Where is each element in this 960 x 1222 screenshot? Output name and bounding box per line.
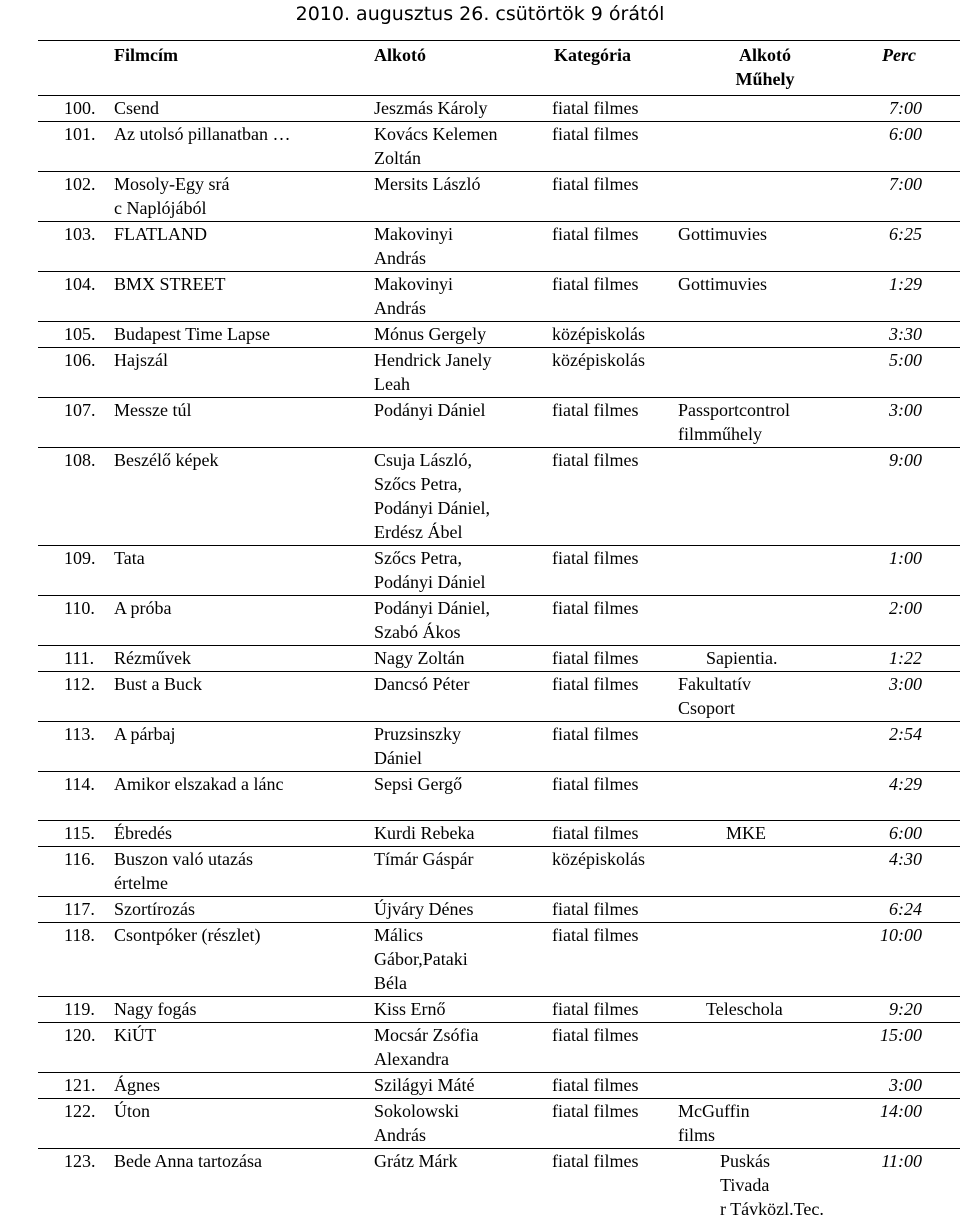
cell-duration: 4:29 — [889, 774, 922, 794]
cell-duration: 14:00 — [880, 1101, 922, 1121]
cell-duration: 15:00 — [880, 1025, 922, 1045]
table-body — [38, 95, 960, 1222]
cell-num: 120. — [64, 1025, 96, 1045]
table-row — [38, 95, 960, 121]
cell-title: Bede Anna tartozása — [114, 1151, 262, 1171]
cell-workshop: Gottimuvies — [678, 224, 767, 244]
cell-num: 119. — [64, 999, 95, 1019]
cell-num: 109. — [64, 548, 96, 568]
table-row — [38, 820, 960, 846]
cell-category: középiskolás — [552, 324, 645, 344]
table-row — [38, 1022, 960, 1072]
cell-author: Szőcs Petra, Podányi Dániel — [374, 548, 486, 592]
cell-category: középiskolás — [552, 350, 645, 370]
cell-workshop: Sapientia. — [706, 648, 778, 668]
cell-author: Sokolowski András — [374, 1101, 460, 1145]
cell-duration: 3:00 — [889, 400, 922, 420]
cell-num: 115. — [64, 823, 95, 843]
cell-category: fiatal filmes — [552, 548, 639, 568]
table-row — [38, 846, 960, 896]
table-row — [38, 171, 960, 221]
cell-author: Újváry Dénes — [374, 899, 474, 919]
cell-author: Grátz Márk — [374, 1151, 458, 1171]
header-author: Alkotó — [374, 45, 427, 65]
cell-workshop: Gottimuvies — [678, 274, 767, 294]
cell-num: 106. — [64, 350, 96, 370]
table-row — [38, 595, 960, 645]
cell-num: 102. — [64, 174, 96, 194]
table-row — [38, 721, 960, 771]
cell-duration: 7:00 — [889, 174, 922, 194]
cell-title: Beszélő képek — [114, 450, 219, 470]
cell-category: fiatal filmes — [552, 925, 639, 945]
header-title: Filmcím — [114, 45, 178, 65]
table-row — [38, 671, 960, 721]
table-row — [38, 771, 960, 820]
cell-title: BMX STREET — [114, 274, 226, 294]
cell-num: 116. — [64, 849, 95, 869]
cell-workshop: McGuffin films — [678, 1101, 750, 1145]
cell-author: Mersits László — [374, 174, 481, 194]
cell-category: fiatal filmes — [552, 598, 639, 618]
cell-category: fiatal filmes — [552, 124, 639, 144]
header-duration: Perc — [882, 45, 916, 65]
cell-category: fiatal filmes — [552, 774, 639, 794]
cell-category: középiskolás — [552, 849, 645, 869]
cell-duration: 6:00 — [889, 823, 922, 843]
table-row — [38, 545, 960, 595]
cell-workshop: Puskás Tivada r Távközl.Tec. — [720, 1151, 824, 1219]
cell-author: Kiss Ernő — [374, 999, 446, 1019]
cell-num: 110. — [64, 598, 95, 618]
cell-title: Buszon való utazás értelme — [114, 849, 253, 893]
cell-num: 105. — [64, 324, 96, 344]
cell-title: Bust a Buck — [114, 674, 202, 694]
cell-duration: 10:00 — [880, 925, 922, 945]
cell-title: A próba — [114, 598, 172, 618]
cell-title: Csontpóker (részlet) — [114, 925, 261, 945]
cell-author: Podányi Dániel — [374, 400, 486, 420]
cell-title: Szortírozás — [114, 899, 195, 919]
table-row — [38, 221, 960, 271]
cell-duration: 11:00 — [881, 1151, 922, 1171]
cell-author: Kovács Kelemen Zoltán — [374, 124, 498, 168]
table-row — [38, 1148, 960, 1222]
cell-num: 113. — [64, 724, 95, 744]
cell-duration: 1:29 — [889, 274, 922, 294]
cell-num: 104. — [64, 274, 96, 294]
cell-duration: 6:24 — [889, 899, 922, 919]
cell-author: Málics Gábor,Pataki Béla — [374, 925, 468, 993]
cell-author: Nagy Zoltán — [374, 648, 465, 668]
cell-title: Úton — [114, 1101, 150, 1121]
cell-title: Rézművek — [114, 648, 191, 668]
cell-category: fiatal filmes — [552, 724, 639, 744]
cell-num: 114. — [64, 774, 95, 794]
cell-title: Az utolsó pillanatban … — [114, 124, 291, 144]
cell-duration: 3:00 — [889, 674, 922, 694]
cell-workshop: Teleschola — [706, 999, 783, 1019]
cell-title: Messze túl — [114, 400, 192, 420]
cell-duration: 4:30 — [889, 849, 922, 869]
cell-duration: 7:00 — [889, 98, 922, 118]
cell-author: Podányi Dániel, Szabó Ákos — [374, 598, 490, 642]
cell-author: Hendrick Janely Leah — [374, 350, 492, 394]
cell-author: Jeszmás Károly — [374, 98, 488, 118]
cell-author: Szilágyi Máté — [374, 1075, 475, 1095]
cell-author: Dancsó Péter — [374, 674, 470, 694]
cell-duration: 6:00 — [889, 124, 922, 144]
cell-duration: 9:20 — [889, 999, 922, 1019]
cell-duration: 2:00 — [889, 598, 922, 618]
table-row — [38, 896, 960, 922]
cell-author: Mónus Gergely — [374, 324, 487, 344]
cell-category: fiatal filmes — [552, 823, 639, 843]
table-row — [38, 996, 960, 1022]
cell-category: fiatal filmes — [552, 400, 639, 420]
table-row — [38, 447, 960, 545]
cell-title: KiÚT — [114, 1025, 156, 1045]
cell-duration: 1:22 — [889, 648, 922, 668]
cell-title: Ágnes — [114, 1075, 160, 1095]
cell-author: Sepsi Gergő — [374, 774, 463, 794]
cell-category: fiatal filmes — [552, 1075, 639, 1095]
cell-title: Budapest Time Lapse — [114, 324, 270, 344]
cell-category: fiatal filmes — [552, 1101, 639, 1121]
cell-author: Makovinyi András — [374, 274, 453, 318]
cell-duration: 9:00 — [889, 450, 922, 470]
cell-title: A párbaj — [114, 724, 176, 744]
cell-num: 122. — [64, 1101, 96, 1121]
film-table — [38, 40, 960, 1222]
cell-category: fiatal filmes — [552, 999, 639, 1019]
cell-category: fiatal filmes — [552, 648, 639, 668]
cell-duration: 3:30 — [889, 324, 922, 344]
cell-title: Tata — [114, 548, 145, 568]
cell-num: 103. — [64, 224, 96, 244]
table-row — [38, 922, 960, 996]
table-row — [38, 121, 960, 171]
cell-author: Mocsár Zsófia Alexandra — [374, 1025, 479, 1069]
cell-category: fiatal filmes — [552, 174, 639, 194]
cell-author: Csuja László, Szőcs Petra, Podányi Dániel, Erdész Ábel — [374, 450, 490, 542]
table-row — [38, 1072, 960, 1098]
cell-num: 117. — [64, 899, 95, 919]
table-header — [38, 40, 960, 95]
cell-workshop: MKE — [726, 823, 766, 843]
cell-duration: 3:00 — [889, 1075, 922, 1095]
table-row — [38, 271, 960, 321]
table-row — [38, 347, 960, 397]
table-row — [38, 321, 960, 347]
header-category: Kategória — [554, 45, 631, 65]
cell-num: 108. — [64, 450, 96, 470]
cell-num: 101. — [64, 124, 96, 144]
cell-workshop: Passportcontrol filmműhely — [678, 400, 790, 444]
header-workshop: Alkotó Műhely — [735, 45, 795, 89]
cell-title: Hajszál — [114, 350, 168, 370]
cell-num: 112. — [64, 674, 95, 694]
cell-category: fiatal filmes — [552, 224, 639, 244]
cell-duration: 2:54 — [889, 724, 922, 744]
cell-num: 100. — [64, 98, 96, 118]
cell-author: Makovinyi András — [374, 224, 453, 268]
cell-title: Nagy fogás — [114, 999, 197, 1019]
cell-title: Mosoly-Egy srá c Naplójából — [114, 174, 230, 218]
cell-author: Kurdi Rebeka — [374, 823, 475, 843]
cell-author: Tímár Gáspár — [374, 849, 474, 869]
cell-category: fiatal filmes — [552, 674, 639, 694]
cell-author: Pruzsinszky Dániel — [374, 724, 461, 768]
table-row — [38, 397, 960, 447]
cell-category: fiatal filmes — [552, 1151, 639, 1171]
cell-category: fiatal filmes — [552, 1025, 639, 1045]
cell-num: 123. — [64, 1151, 96, 1171]
table-row — [38, 645, 960, 671]
cell-category: fiatal filmes — [552, 899, 639, 919]
cell-workshop: Fakultatív Csoport — [678, 674, 751, 718]
cell-duration: 1:00 — [889, 548, 922, 568]
cell-num: 107. — [64, 400, 96, 420]
cell-title: FLATLAND — [114, 224, 207, 244]
table-row — [38, 1098, 960, 1148]
cell-num: 118. — [64, 925, 95, 945]
cell-title: Amikor elszakad a lánc — [114, 774, 284, 794]
cell-duration: 6:25 — [889, 224, 922, 244]
cell-duration: 5:00 — [889, 350, 922, 370]
cell-title: Ébredés — [114, 823, 172, 843]
cell-title: Csend — [114, 98, 159, 118]
cell-category: fiatal filmes — [552, 274, 639, 294]
cell-num: 111. — [64, 648, 95, 668]
page-title: 2010. augusztus 26. csütörtök 9 órától — [295, 3, 665, 25]
cell-category: fiatal filmes — [552, 98, 639, 118]
cell-category: fiatal filmes — [552, 450, 639, 470]
cell-num: 121. — [64, 1075, 96, 1095]
